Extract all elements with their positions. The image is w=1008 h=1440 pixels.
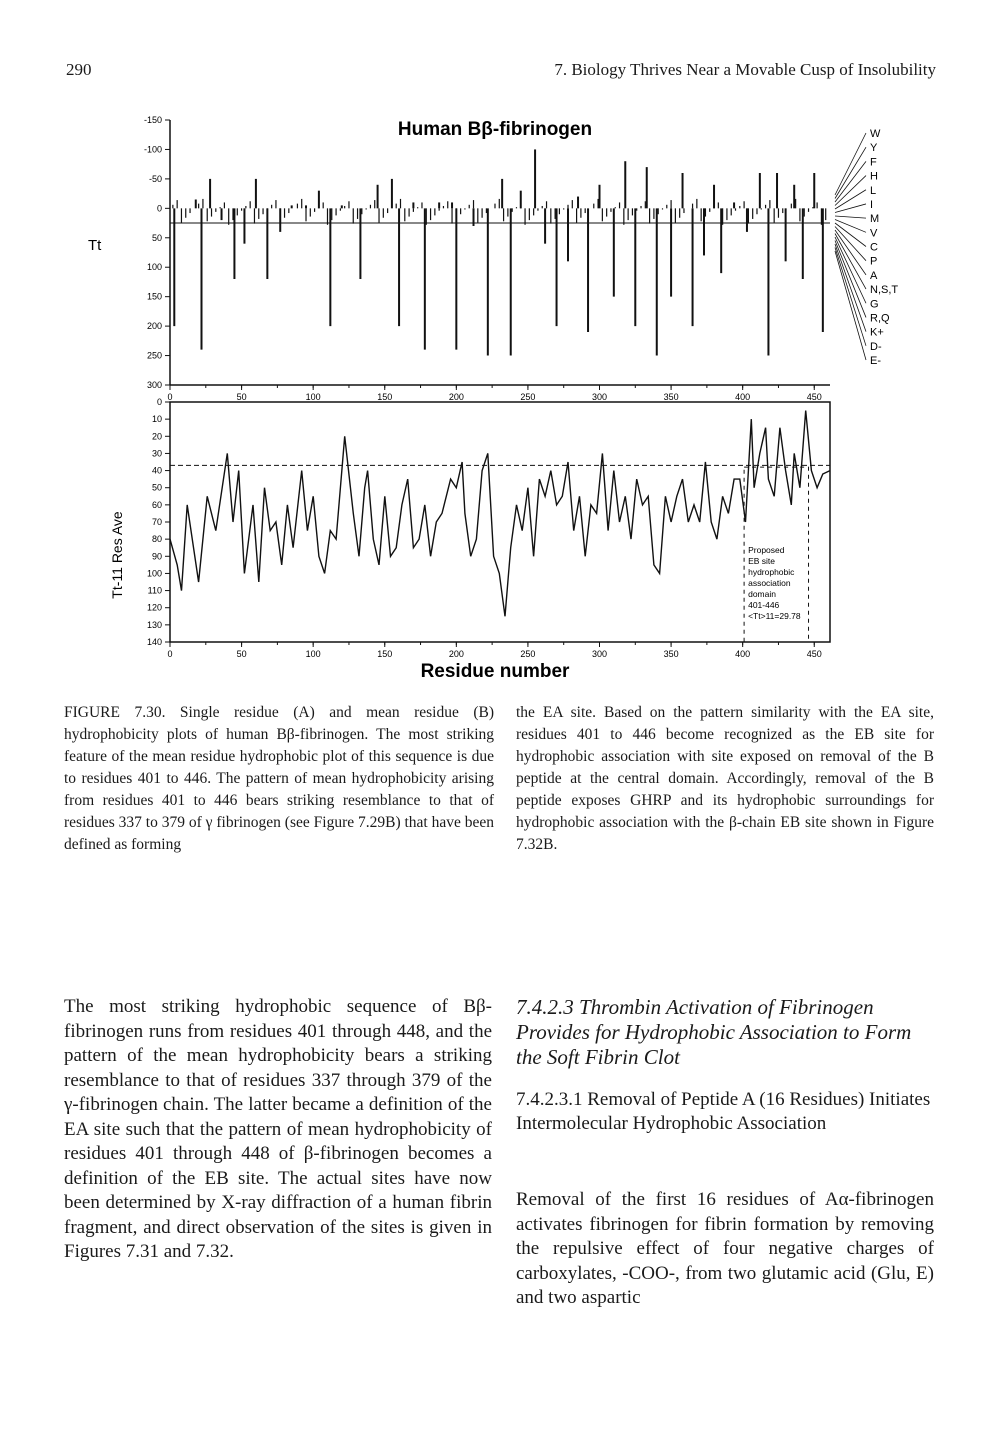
panel-b-hydrophobicity-line (170, 411, 830, 617)
body-paragraph-right: Removal of the first 16 residues of Aα-fibrinogen activates fibrinogen for fibrin formation by removing the repulsive effect of four negative charges of carboxylates, -COO-, from two glutamic acid (Glu, E) and two aspartic (516, 1189, 934, 1308)
legend-label: L (870, 184, 877, 197)
legend-leader (835, 248, 866, 346)
panel-b-ylabel: Tt-11 Res Ave (109, 511, 125, 599)
y-tick-label: 50 (151, 482, 162, 493)
panel-a-single-residue-plot (88, 115, 898, 402)
legend-label: I (870, 198, 874, 211)
y-tick-label: 50 (151, 232, 162, 243)
annotation-line: hydrophobic (748, 566, 795, 577)
annotation-line: 401-446 (748, 599, 780, 610)
x-tick-label: 200 (448, 649, 464, 659)
x-tick-label: 150 (377, 392, 393, 402)
x-tick-label: 100 (305, 392, 321, 402)
x-tick-label: 250 (520, 392, 536, 402)
y-tick-label: 10 (151, 414, 162, 425)
legend-leader (835, 133, 866, 195)
y-tick-label: 300 (146, 380, 162, 390)
y-tick-label: 60 (151, 499, 162, 510)
page-number: 290 (66, 60, 92, 79)
x-tick-label: 300 (591, 392, 608, 402)
x-tick-label: 400 (735, 649, 751, 659)
annotation-line: association (748, 577, 791, 588)
subsection-heading: 7.4.2.3.1 Removal of Peptide A (16 Residues) Initiates Intermolecular Hydrophobic Association (516, 1089, 931, 1134)
legend-label: C (870, 241, 878, 254)
x-tick-label: 150 (377, 649, 393, 659)
x-tick-label: 450 (806, 392, 822, 402)
legend-label: M (870, 213, 880, 226)
figure-caption-left: FIGURE 7.30. Single residue (A) and mean residue (B) hydrophobicity plots of human Bβ-fibrinogen. The most striking feature of the mean residue hydrophobic plot of this sequence is due to residues 401 to 446. The pattern of mean hydrophobicity arising from residues 401 to 446 bears striking resemblance to that of residues 337 to 379 of γ fibrinogen (see Figure 7.29B) that have been defined as forming (64, 704, 494, 853)
x-tick-label: 350 (663, 649, 679, 659)
x-tick-label: 0 (167, 392, 173, 402)
x-tick-label: 250 (520, 649, 536, 659)
y-tick-label: 0 (156, 203, 162, 214)
x-tick-label: 350 (663, 392, 679, 402)
legend-label: G (870, 298, 879, 311)
x-tick-label: 450 (806, 649, 822, 659)
legend-leader (835, 227, 866, 261)
running-head: 7. Biology Thrives Near a Movable Cusp of Insolubility (554, 60, 936, 79)
legend-label: F (870, 156, 877, 169)
y-tick-label: 70 (151, 517, 162, 527)
legend-label: R,Q (870, 312, 890, 325)
y-tick-label: 30 (151, 448, 162, 459)
annotation-line: <Tt>11=29.78 (748, 610, 801, 621)
panel-b-mean-residue-plot (109, 397, 830, 682)
legend-leader (835, 190, 866, 209)
y-tick-label: -50 (148, 173, 162, 184)
y-tick-label: 130 (146, 619, 162, 630)
legend-label: K+ (870, 326, 884, 339)
x-tick-label: 300 (591, 649, 608, 659)
eb-site-annotation (748, 545, 801, 621)
y-tick-label: 40 (151, 465, 162, 476)
figure-7-30 (60, 105, 950, 705)
legend-label: E- (870, 355, 881, 367)
y-tick-label: -100 (143, 144, 162, 155)
section-heading: 7.4.2.3 Thrombin Activation of Fibrinogen Provides for Hydrophobic Association to Form the Soft Fibrin Clot (516, 995, 912, 1069)
annotation-line: domain (748, 588, 776, 599)
y-tick-label: 100 (146, 262, 162, 273)
legend-label: H (870, 170, 878, 183)
y-tick-label: 140 (146, 637, 162, 647)
legend-leader (835, 237, 866, 303)
y-tick-label: 0 (156, 397, 162, 407)
x-tick-label: 400 (735, 392, 751, 402)
y-tick-label: 200 (146, 321, 162, 332)
y-tick-label: 100 (146, 568, 162, 579)
legend-label: A (870, 269, 878, 282)
panel-b-xlabel: Residue number (420, 661, 570, 682)
panel-a-title: Human Bβ-fibrinogen (397, 119, 593, 140)
legend-leader (835, 220, 866, 233)
legend-leader (835, 161, 866, 202)
x-tick-label: 200 (448, 392, 464, 402)
annotation-line: EB site (748, 555, 776, 566)
legend-label: P (870, 255, 878, 268)
legend-label: W (870, 128, 881, 140)
x-tick-label: 100 (305, 649, 321, 659)
x-tick-label: 50 (236, 392, 247, 402)
figure-caption-right: the EA site. Based on the pattern similarity with the EA site, residues 401 to 446 become recognized as the EB site for hydrophobic association with site exposed on removal of the B peptide at the central domain. Accordingly, removal of the B peptide exposes GHRP and its hydrophobic surroundings for hydrophobic association with the β-chain EB site shown in Figure 7.32B. (516, 704, 934, 853)
legend-leader (835, 244, 866, 332)
y-tick-label: 250 (146, 350, 162, 361)
y-tick-label: 90 (151, 551, 162, 562)
legend-label: D- (870, 340, 882, 353)
y-tick-label: 20 (151, 431, 162, 442)
annotation-line: Proposed (748, 544, 785, 555)
legend-leader (835, 216, 866, 218)
body-paragraph-left: The most striking hydrophobic sequence of Bβ-fibrinogen runs from residues 401 through 448, and the pattern of the mean hydrophobicity bears a striking resemblance to that of residues 337 through 379 of the γ-fibrinogen chain. The latter became a definition of the EA site such that the pattern of mean hydrophobicity of residues 401 through 448 of β-fibrinogen becomes a definition of the EB site. The actual sites have now been determined by X-ray diffraction of a human fibrin fragment, and direct observation of the sites is given in Figures 7.31 and 7.32. (64, 996, 492, 1262)
legend-label: Y (870, 142, 878, 155)
legend-leader (835, 204, 866, 213)
legend-label: V (870, 227, 878, 240)
y-tick-label: 120 (146, 602, 162, 613)
y-tick-label: 80 (151, 534, 162, 545)
y-tick-label: 110 (147, 585, 162, 596)
legend-leader (835, 223, 866, 247)
y-tick-label: -150 (143, 115, 162, 125)
panel-a-ylabel: Tt (88, 237, 102, 254)
y-tick-label: 150 (146, 291, 162, 302)
x-tick-label: 0 (167, 649, 173, 659)
x-tick-label: 50 (236, 649, 247, 659)
legend-label: N,S,T (870, 284, 899, 297)
